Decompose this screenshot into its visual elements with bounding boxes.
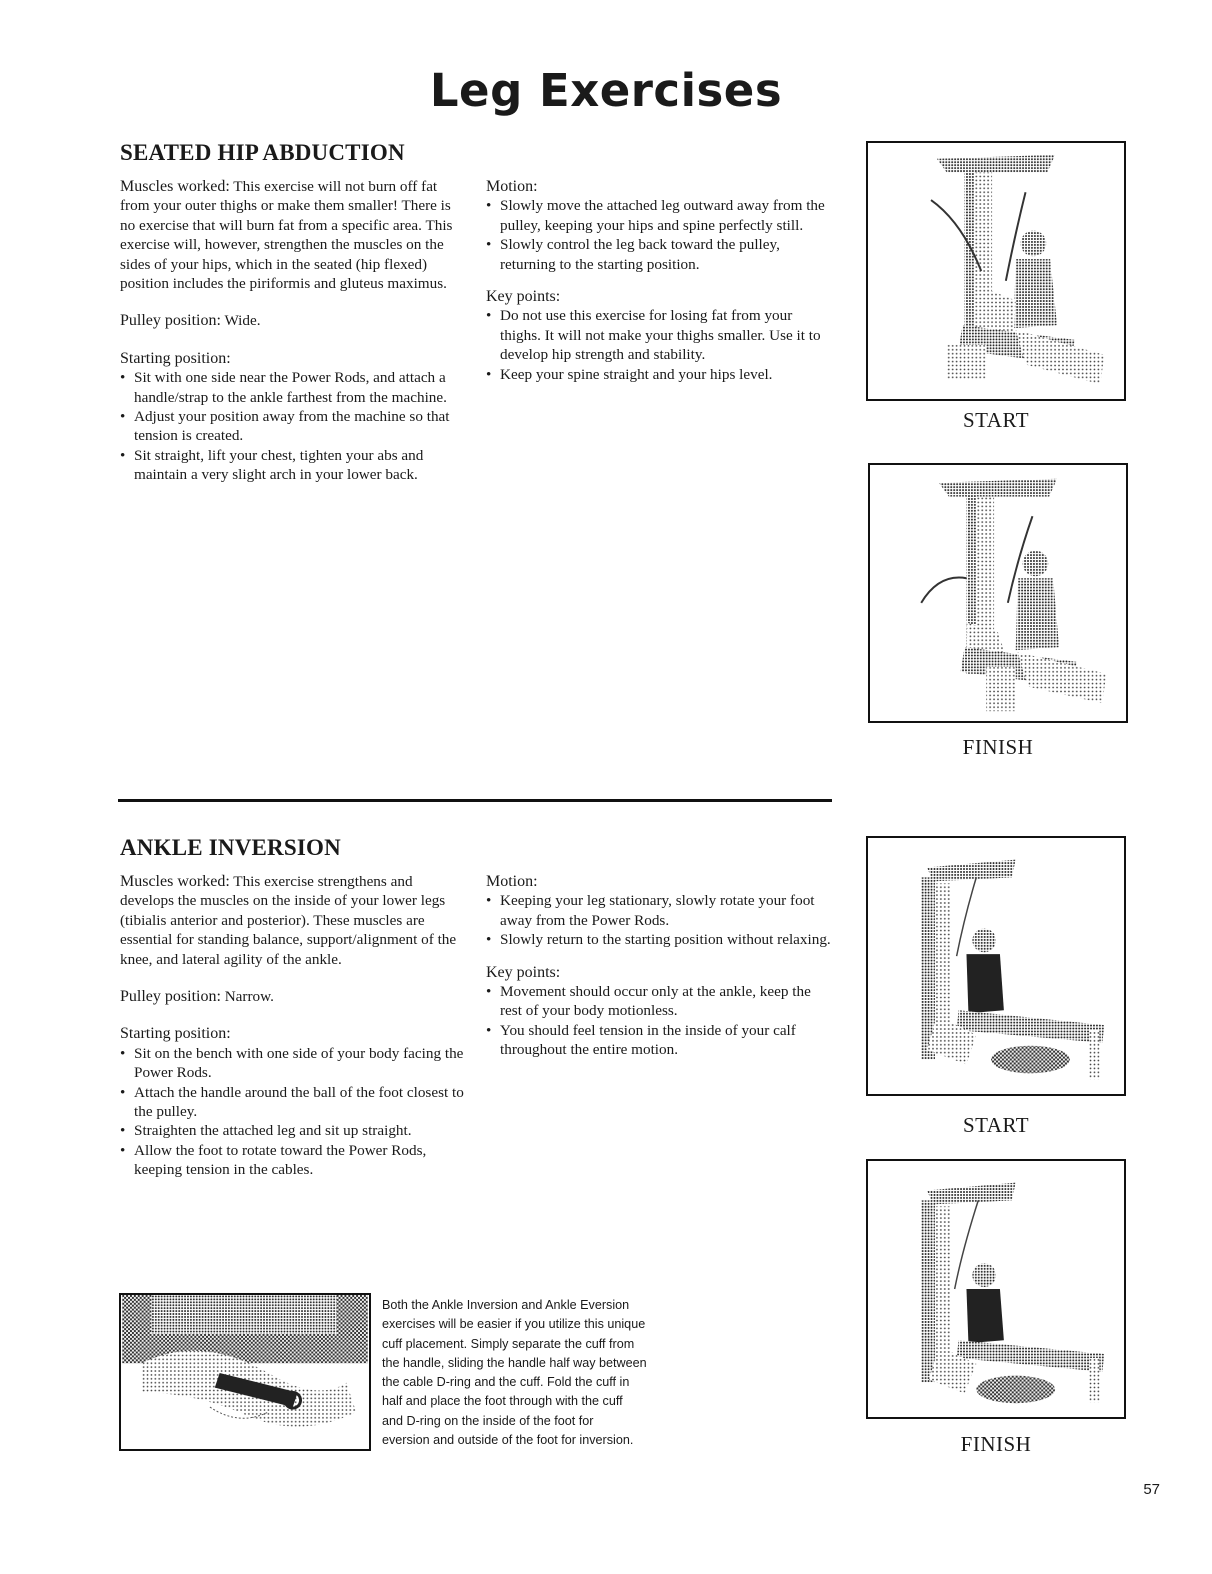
list-item: • Slowly return to the starting position without relaxing. bbox=[486, 930, 831, 949]
starting-position-list bbox=[120, 368, 468, 484]
pulley-position bbox=[120, 987, 468, 1006]
list-item: • Sit on the bench with one side of your body facing the Power Rods. bbox=[120, 1044, 468, 1083]
note-line: Both the Ankle Inversion and Ankle Eversion bbox=[382, 1298, 630, 1312]
ankle-inversion-finish-caption: FINISH bbox=[960, 1432, 1032, 1456]
starting-position-label: Starting position: bbox=[120, 349, 231, 367]
list-item: • Sit with one side near the Power Rods, and attach a handle/strap to the ankle farthest from the machine. bbox=[120, 368, 468, 407]
section-title-ankle-inversion: ANKLE INVERSION bbox=[120, 835, 341, 860]
list-item: • Attach the handle around the ball of the foot closest to the pulley. bbox=[120, 1083, 468, 1122]
section-title-hip-abduction: SEATED HIP ABDUCTION bbox=[120, 140, 405, 165]
section-divider bbox=[118, 799, 832, 802]
muscles-worked bbox=[120, 872, 468, 969]
ankle-inversion-finish-photo bbox=[866, 1159, 1126, 1419]
hip-abduction-start-photo bbox=[866, 141, 1126, 401]
note-line: the handle, sliding the handle half way between bbox=[382, 1355, 647, 1370]
pulley-position bbox=[120, 311, 468, 330]
note-line: exercises will be easier if you utilize this unique bbox=[382, 1317, 646, 1332]
key-points-list bbox=[486, 982, 831, 1060]
ankle-inversion-right-column bbox=[486, 872, 831, 1060]
motion-list bbox=[486, 891, 831, 949]
list-item: • Movement should occur only at the ankle, keep the rest of your body motionless. bbox=[486, 982, 831, 1021]
starting-position-list bbox=[120, 1044, 468, 1180]
motion-list bbox=[486, 196, 831, 274]
list-item: • Keep your spine straight and your hips level. bbox=[486, 365, 831, 384]
machine-bench-illustration bbox=[868, 838, 1124, 1094]
list-item: • Adjust your position away from the machine so that tension is created. bbox=[120, 407, 468, 446]
list-item: • Allow the foot to rotate toward the Power Rods, keeping tension in the cables. bbox=[120, 1141, 468, 1180]
list-item: • Straighten the attached leg and sit up straight. bbox=[120, 1121, 468, 1140]
hip-abduction-finish-caption: FINISH bbox=[962, 735, 1034, 759]
hip-abduction-finish-photo bbox=[868, 463, 1128, 723]
foot-cuff-illustration bbox=[121, 1295, 369, 1449]
list-item: • Slowly control the leg back toward the pulley, returning to the starting position. bbox=[486, 235, 831, 274]
cuff-placement-note bbox=[382, 1296, 702, 1450]
note-line: and D-ring on the inside of the foot for bbox=[382, 1413, 594, 1428]
note-line: eversion and outside of the foot for inversion. bbox=[382, 1433, 634, 1448]
note-line: cuff placement. Simply separate the cuff from bbox=[382, 1336, 635, 1351]
muscles-worked bbox=[120, 177, 468, 293]
pulley-position-label: Pulley position: bbox=[120, 988, 221, 1006]
muscles-worked-label: Muscles worked: bbox=[120, 873, 230, 890]
note-line: the cable D-ring and the cuff. Fold the cuff in bbox=[382, 1375, 630, 1390]
ankle-inversion-start-caption: START bbox=[962, 1113, 1030, 1137]
pulley-position-value: Narrow. bbox=[224, 988, 274, 1006]
page-title: Leg Exercises bbox=[429, 64, 783, 117]
page-number: 57 bbox=[1143, 1481, 1160, 1498]
cuff-placement-photo bbox=[119, 1293, 371, 1451]
list-item: • You should feel tension in the inside of your calf throughout the entire motion. bbox=[486, 1021, 831, 1060]
key-points-label: Key points: bbox=[486, 963, 561, 981]
machine-seated-illustration bbox=[870, 465, 1126, 721]
pulley-position-label: Pulley position: bbox=[120, 312, 221, 330]
note-line: half and place the foot through with the cuff bbox=[382, 1394, 623, 1409]
motion-label: Motion: bbox=[486, 178, 538, 195]
muscles-worked-label: Muscles worked: bbox=[120, 178, 230, 195]
hip-abduction-left-column bbox=[120, 177, 468, 485]
ankle-inversion-start-photo bbox=[866, 836, 1126, 1096]
pulley-position-value: Wide. bbox=[224, 312, 261, 330]
hip-abduction-start-caption: START bbox=[962, 408, 1030, 432]
list-item: • Do not use this exercise for losing fat from your thighs. It will not make your thighs smaller. Use it to develop hip strength and stability. bbox=[486, 306, 831, 364]
motion-label: Motion: bbox=[486, 873, 538, 890]
key-points-list bbox=[486, 306, 831, 384]
list-item: • Sit straight, lift your chest, tighten your abs and maintain a very slight arch in your lower back. bbox=[120, 446, 468, 485]
starting-position-label: Starting position: bbox=[120, 1025, 231, 1043]
machine-seated-illustration bbox=[868, 143, 1124, 399]
muscles-worked-text: This exercise will not burn off fat from your outer thighs or make them smaller! There is no exercise that will burn fat from a specific area. This exercise will, however, strengthen the muscles on the sides of your hips, which in the seated (hip flexed) position includes the piriformis and gluteus maximus. bbox=[120, 178, 453, 293]
key-points-label: Key points: bbox=[486, 288, 561, 306]
muscles-worked-text: This exercise strengthens and develops the muscles on the inside of your lower legs (tibialis anterior and posterior). These muscles are essential for standing balance, support/alignment of the knee, and lateral agility of the ankle. bbox=[120, 873, 457, 968]
hip-abduction-right-column bbox=[486, 177, 831, 384]
ankle-inversion-left-column bbox=[120, 872, 468, 1180]
machine-bench-illustration bbox=[868, 1161, 1124, 1417]
list-item: • Keeping your leg stationary, slowly rotate your foot away from the Power Rods. bbox=[486, 891, 831, 930]
list-item: • Slowly move the attached leg outward away from the pulley, keeping your hips and spine perfectly still. bbox=[486, 196, 831, 235]
